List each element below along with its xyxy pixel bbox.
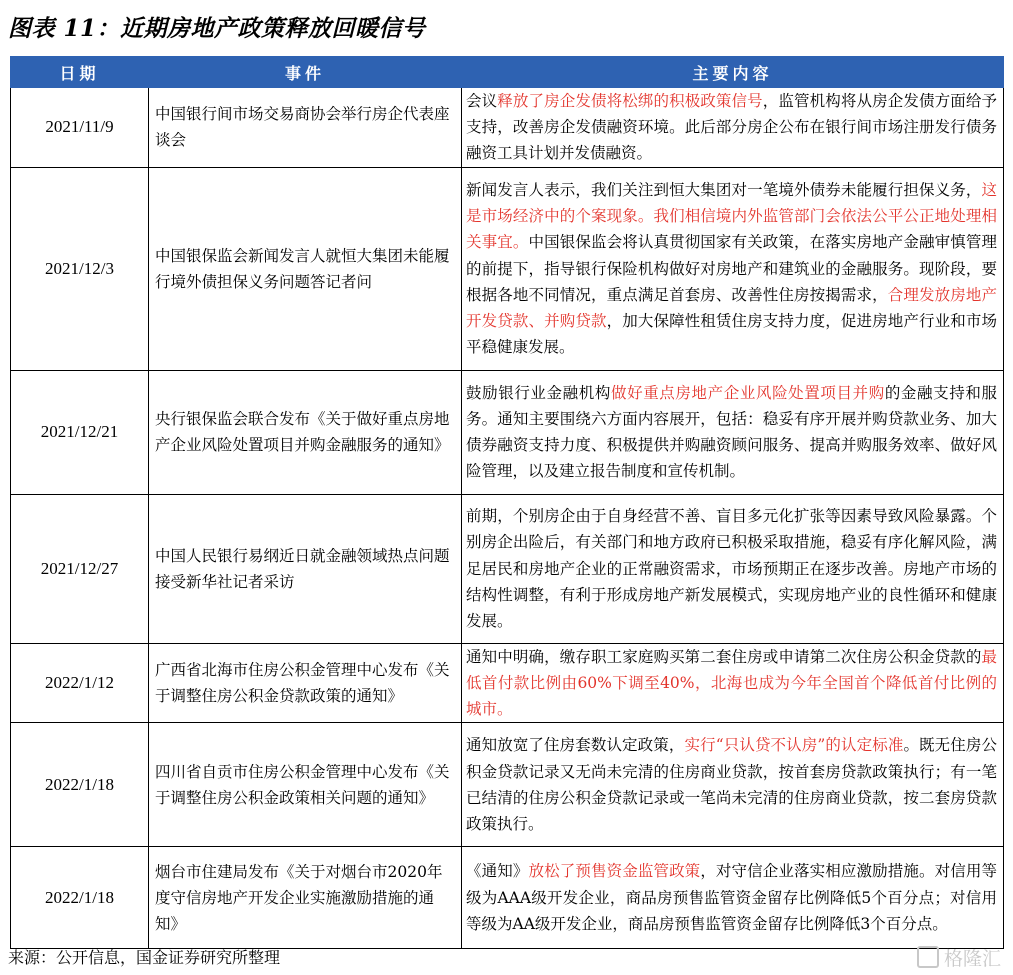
table-row: [11, 88, 1004, 168]
content-text: 新闻发言人表示，我们关注到恒大集团对一笔境外债券未能履行担保义务，: [466, 180, 982, 199]
watermark-logo-icon: [917, 946, 939, 968]
watermark: [917, 944, 1001, 971]
header-date: 日期: [11, 57, 149, 88]
content-text: 通知放宽了住房套数认定政策，: [466, 736, 685, 755]
row-date: 2022/1/18: [11, 847, 149, 949]
highlight-text: 合理发放房地产开发贷款、并购贷款: [466, 285, 997, 330]
row-event: 中国银保监会新闻发言人就恒大集团未能履行境外债担保义务问题答记者问: [149, 167, 462, 370]
content-text: ，加大保障性租赁住房支持力度，促进房地产行业和市场平稳健康发展。: [466, 311, 997, 357]
table-row: [11, 643, 1004, 723]
content-text: 鼓励银行业金融机构: [466, 383, 611, 402]
content-text: 前期，个别房企由于自身经营不善、盲目多元化扩张等因素导致风险暴露。个别房企出险后，有关部门和地方政府已积极采取措施，稳妥有序化解风险，满足居民和房地产企业的正常融资需求，市场预期正在逐步改善。房地产市场的结构性调整，有利于形成房地产新发展模式，实现房地产业的良性循环和健康发展。: [466, 507, 997, 630]
row-content: [462, 88, 1004, 168]
row-date: 2022/1/12: [11, 643, 149, 723]
row-date: 2021/12/21: [11, 370, 149, 494]
table-row: [11, 494, 1004, 643]
row-date: 2021/12/3: [11, 167, 149, 370]
row-content: [462, 167, 1004, 370]
row-content: [462, 847, 1004, 949]
highlight-text: 最低首付款比例由60%下调至40%，北海也成为今年全国首个降低首付比例的城市。: [466, 647, 997, 719]
table-header-row: [11, 57, 1004, 88]
highlight-text: 实行“只认贷不认房”的认定标准: [684, 736, 904, 755]
figure-title: 图表 11：近期房地产政策释放回暖信号: [8, 15, 426, 42]
row-event: 央行银保监会联合发布《关于做好重点房地产企业风险处置项目并购金融服务的通知》: [149, 370, 462, 494]
highlight-text: 释放了房企发债将松绑的积极政策信号: [497, 92, 763, 110]
policy-table: [10, 56, 1004, 949]
content-text: 。既无住房公积金贷款记录又无尚未完清的住房商业贷款，按首套房贷款政策执行；有一笔已结清的住房公积金贷款记录或一笔尚未完清的住房商业贷款，按二套房贷款政策执行。: [466, 736, 997, 833]
row-content: [462, 494, 1004, 643]
row-event: 中国人民银行易纲近日就金融领域热点问题接受新华社记者采访: [149, 494, 462, 643]
content-text: 会议: [466, 92, 498, 110]
row-content: [462, 643, 1004, 723]
row-content: [462, 370, 1004, 494]
content-text: 中国银保监会将认真贯彻国家有关政策，在落实房地产金融审慎管理的前提下，指导银行保险机构做好对房地产和建筑业的金融服务。现阶段，要根据各地不同情况，重点满足首套房、改善性住房按揭需求，: [466, 233, 997, 304]
content-text: 《通知》: [466, 862, 529, 881]
row-content: [462, 723, 1004, 847]
row-date: 2022/1/18: [11, 723, 149, 847]
source-note: 来源：公开信息，国金证券研究所整理: [8, 948, 281, 967]
highlight-text: 这是市场经济中的个案现象。我们相信境内外监管部门会依法公平公正地处理相关事宜。: [466, 180, 997, 252]
header-content: 主要内容: [462, 57, 1004, 88]
row-date: 2021/12/27: [11, 494, 149, 643]
table-row: [11, 167, 1004, 370]
header-event: 事件: [149, 57, 462, 88]
table-row: [11, 370, 1004, 494]
row-event: 烟台市住建局发布《关于对烟台市2020年度守信房地产开发企业实施激励措施的通知》: [149, 847, 462, 949]
row-event: 四川省自贡市住房公积金管理中心发布《关于调整住房公积金政策相关问题的通知》: [149, 723, 462, 847]
table-row: [11, 847, 1004, 949]
row-event: 中国银行间市场交易商协会举行房企代表座谈会: [149, 88, 462, 168]
watermark-text: 格隆汇: [943, 948, 1001, 970]
row-date: 2021/11/9: [11, 88, 149, 168]
table-row: [11, 723, 1004, 847]
highlight-text: 放松了预售资金监管政策: [528, 862, 701, 881]
content-text: 的金融支持和服务。通知主要围绕六方面内容展开，包括：稳妥有序开展并购贷款业务、加大债券融资支持力度、积极提供并购融资顾问服务、提高并购服务效率、做好风险管理，以及建立报告制度和宣传机制。: [466, 383, 997, 481]
highlight-text: 做好重点房地产企业风险处置项目并购: [610, 383, 885, 402]
content-text: ，对守信企业落实相应激励措施。对信用等级为AAA级开发企业，商品房预售监管资金留存比例降低5个百分点；对信用等级为AA级开发企业，商品房预售监管资金留存比例降低3个百分点。: [466, 862, 997, 933]
content-text: 通知中明确，缴存职工家庭购买第二套住房或申请第二次住房公积金贷款的: [466, 647, 982, 666]
content-text: ，监管机构将从房企发债方面给予支持，改善房企发债融资环境。此后部分房企公布在银行间市场注册发行债务融资工具计划并发债融资。: [466, 92, 997, 163]
row-event: 广西省北海市住房公积金管理中心发布《关于调整住房公积金贷款政策的通知》: [149, 643, 462, 723]
